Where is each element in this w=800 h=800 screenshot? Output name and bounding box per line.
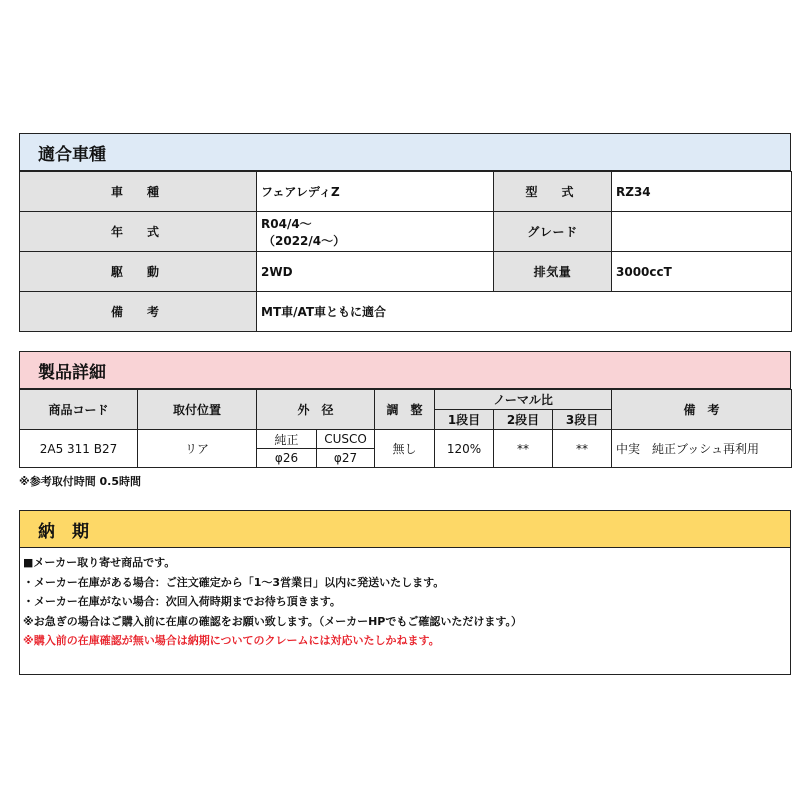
oem-label: 純正 (257, 430, 317, 449)
fitment-row-remarks (20, 292, 792, 332)
delivery-line: ・メーカー在庫がある場合：ご注文確定から「1～3営業日」以内に発送いたします。 (23, 575, 445, 589)
product-table (19, 389, 792, 468)
label-car-model: 車 種 (20, 172, 257, 212)
value-model-code: RZ34 (612, 172, 792, 212)
header-code: 商品コード (20, 390, 138, 430)
value-car-model: フェアレディZ (257, 172, 494, 212)
delivery-line: ・メーカー在庫がない場合：次回入荷時期までお待ち頂きます。 (23, 595, 341, 608)
value-grade (612, 212, 792, 252)
product-data-row-1 (20, 430, 792, 449)
header-stage-2: 2段目 (494, 410, 553, 430)
delivery-title: 納 期 (19, 510, 791, 548)
fitment-section (19, 133, 791, 332)
product-title: 製品詳細 (19, 351, 791, 389)
label-year: 年 式 (20, 212, 257, 252)
value-drive: 2WD (257, 252, 494, 292)
label-grade: グレード (494, 212, 612, 252)
product-remarks: 中実 純正ブッシュ再利用 (612, 430, 792, 468)
delivery-line: ※お急ぎの場合はご購入前に在庫の確認をお願い致します。（メーカーHPでもご確認いただけます。） (23, 614, 522, 628)
value-year (257, 212, 494, 252)
header-normal-ratio: ノーマル比 (435, 390, 612, 410)
header-diameter: 外 径 (257, 390, 375, 430)
delivery-warning: ※購入前の在庫確認が無い場合は納期についてのクレームには対応いたしかねます。 (23, 634, 440, 647)
install-time-note: ※参考取付時間 0.5時間 (19, 475, 142, 488)
value-remarks: MT車/AT車ともに適合 (257, 292, 792, 332)
delivery-section (19, 510, 791, 675)
delivery-line: ■メーカー取り寄せ商品です。 (23, 556, 176, 569)
delivery-body (19, 548, 791, 675)
fitment-table (19, 171, 792, 332)
fitment-title: 適合車種 (19, 133, 791, 171)
product-code: 2A5 311 B27 (20, 430, 138, 468)
header-stage-3: 3段目 (553, 410, 612, 430)
product-adjust: 無し (375, 430, 435, 468)
label-model-code: 型 式 (494, 172, 612, 212)
header-position: 取付位置 (138, 390, 257, 430)
header-remarks: 備 考 (612, 390, 792, 430)
value-year-line2: （2022/4～） (263, 233, 346, 248)
cusco-diameter: φ27 (317, 449, 375, 468)
product-stage-3: ** (553, 430, 612, 468)
fitment-row-drive (20, 252, 792, 292)
product-stage-1: 120% (435, 430, 494, 468)
label-remarks: 備 考 (20, 292, 257, 332)
value-year-line1: R04/4～ (261, 216, 312, 231)
fitment-row-model (20, 172, 792, 212)
header-stage-1: 1段目 (435, 410, 494, 430)
product-position: リア (138, 430, 257, 468)
header-adjust: 調 整 (375, 390, 435, 430)
oem-diameter: φ26 (257, 449, 317, 468)
cusco-label: CUSCO (317, 430, 375, 449)
product-header-row-1 (20, 390, 792, 410)
value-displacement: 3000ccT (612, 252, 792, 292)
product-section (19, 351, 791, 468)
product-stage-2: ** (494, 430, 553, 468)
label-drive: 駆 動 (20, 252, 257, 292)
label-displacement: 排気量 (494, 252, 612, 292)
fitment-row-year (20, 212, 792, 252)
